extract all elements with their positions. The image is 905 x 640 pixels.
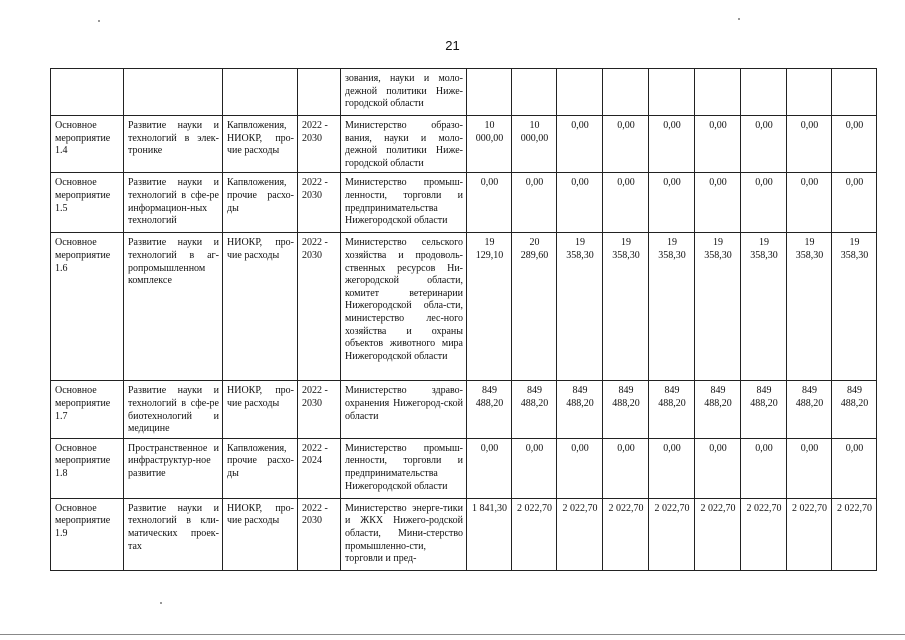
table-row (51, 116, 877, 173)
cell-value: 2 022,70 (603, 498, 649, 570)
cell-value: 849 488,20 (695, 381, 741, 438)
cell-value: 0,00 (512, 438, 557, 498)
cell-name: Развитие науки и технологий в аг-ропромышленном комплексе (124, 233, 223, 381)
cell-event (51, 69, 124, 116)
cell-value: 0,00 (741, 116, 787, 173)
cell-type: НИОКР, про-чие расходы (223, 233, 298, 381)
cell-type: Капвложения, прочие расхо-ды (223, 438, 298, 498)
cell-type: Капвложения, прочие расхо-ды (223, 173, 298, 233)
cell-value: 0,00 (603, 438, 649, 498)
cell-event: Основное мероприятие 1.7 (51, 381, 124, 438)
cell-value: 0,00 (649, 116, 695, 173)
cell-value: 0,00 (557, 173, 603, 233)
cell-value: 0,00 (649, 438, 695, 498)
table-row (51, 173, 877, 233)
budget-table (50, 68, 877, 571)
cell-value: 2 022,70 (695, 498, 741, 570)
cell-value: 849 488,20 (512, 381, 557, 438)
cell-value: 0,00 (695, 116, 741, 173)
cell-value: 20 289,60 (512, 233, 557, 381)
table-row (51, 498, 877, 570)
cell-organization: Министерство энерге-тики и ЖКХ Нижего-родской области, Мини-стерство промышленно-сти, торговли и пред- (341, 498, 467, 570)
scan-speck (738, 18, 740, 20)
cell-value: 0,00 (603, 173, 649, 233)
cell-value: 0,00 (787, 173, 832, 233)
cell-value (512, 69, 557, 116)
cell-value: 19 358,30 (787, 233, 832, 381)
cell-event: Основное мероприятие 1.4 (51, 116, 124, 173)
cell-value: 0,00 (695, 173, 741, 233)
cell-value: 0,00 (741, 173, 787, 233)
cell-name: Развитие науки и технологий в кли-матических проек-тах (124, 498, 223, 570)
cell-period (298, 69, 341, 116)
cell-period: 2022 - 2030 (298, 498, 341, 570)
cell-value: 19 358,30 (649, 233, 695, 381)
cell-value: 2 022,70 (741, 498, 787, 570)
table-row-continued (51, 69, 877, 116)
cell-name: Развитие науки и технологий в элек-тронике (124, 116, 223, 173)
cell-value: 849 488,20 (603, 381, 649, 438)
page-number: 21 (445, 38, 460, 53)
cell-period: 2022 - 2024 (298, 438, 341, 498)
cell-value: 2 022,70 (649, 498, 695, 570)
cell-value: 1 841,30 (467, 498, 512, 570)
table-row (51, 438, 877, 498)
cell-value: 0,00 (832, 173, 877, 233)
cell-type: Капвложения, НИОКР, про-чие расходы (223, 116, 298, 173)
cell-type (223, 69, 298, 116)
cell-value: 0,00 (557, 438, 603, 498)
cell-value: 849 488,20 (467, 381, 512, 438)
cell-value: 849 488,20 (557, 381, 603, 438)
cell-value (649, 69, 695, 116)
cell-period: 2022 - 2030 (298, 381, 341, 438)
cell-organization: Министерство промыш-ленности, торговли и предпринимательства Нижегородской области (341, 173, 467, 233)
cell-type: НИОКР, про-чие расходы (223, 498, 298, 570)
cell-name: Развитие науки и технологий в сфе-ре биотехнологий и медицине (124, 381, 223, 438)
cell-value: 0,00 (787, 116, 832, 173)
cell-value (557, 69, 603, 116)
cell-value: 0,00 (467, 438, 512, 498)
scan-edge-line (0, 634, 905, 635)
cell-value: 0,00 (649, 173, 695, 233)
cell-value (787, 69, 832, 116)
cell-value (741, 69, 787, 116)
cell-value: 0,00 (832, 116, 877, 173)
cell-event: Основное мероприятие 1.9 (51, 498, 124, 570)
cell-value: 849 488,20 (649, 381, 695, 438)
cell-value: 19 358,30 (695, 233, 741, 381)
cell-value: 849 488,20 (787, 381, 832, 438)
cell-value: 19 358,30 (603, 233, 649, 381)
cell-value: 19 358,30 (557, 233, 603, 381)
cell-value: 19 358,30 (832, 233, 877, 381)
cell-organization: Министерство сельского хозяйства и продоволь-ственных ресурсов Ни-жегородской области, комитет ветеринарии Нижегородской обла-сти, министерство лес-ного хозяйства и охраны объектов животного мира Нижегородской области (341, 233, 467, 381)
cell-value: 0,00 (787, 438, 832, 498)
scan-speck (98, 20, 100, 22)
cell-organization: Министерство промыш-ленности, торговли и предпринимательства Нижегородской области (341, 438, 467, 498)
cell-name: Развитие науки и технологий в сфе-ре информацион-ных технологий (124, 173, 223, 233)
cell-value: 2 022,70 (787, 498, 832, 570)
scan-speck (160, 602, 162, 604)
cell-value: 2 022,70 (512, 498, 557, 570)
table-row (51, 233, 877, 381)
cell-value: 2 022,70 (557, 498, 603, 570)
cell-value (695, 69, 741, 116)
cell-value: 0,00 (741, 438, 787, 498)
cell-value: 0,00 (467, 173, 512, 233)
cell-event: Основное мероприятие 1.8 (51, 438, 124, 498)
cell-value: 0,00 (512, 173, 557, 233)
cell-value: 0,00 (832, 438, 877, 498)
cell-value: 10 000,00 (512, 116, 557, 173)
cell-value: 849 488,20 (741, 381, 787, 438)
cell-organization: зования, науки и моло-дежной политики Ниже-городской области (341, 69, 467, 116)
cell-value (832, 69, 877, 116)
cell-value: 10 000,00 (467, 116, 512, 173)
cell-period: 2022 - 2030 (298, 173, 341, 233)
cell-period: 2022 - 2030 (298, 233, 341, 381)
cell-value: 19 358,30 (741, 233, 787, 381)
cell-name: Пространственное и инфраструктур-ное развитие (124, 438, 223, 498)
cell-value: 0,00 (557, 116, 603, 173)
cell-event: Основное мероприятие 1.6 (51, 233, 124, 381)
cell-organization: Министерство образо-вания, науки и моло-дежной политики Ниже-городской области (341, 116, 467, 173)
cell-value: 2 022,70 (832, 498, 877, 570)
cell-organization: Министерство здраво-охранения Нижегород-ской области (341, 381, 467, 438)
cell-value (603, 69, 649, 116)
cell-event: Основное мероприятие 1.5 (51, 173, 124, 233)
cell-value: 0,00 (603, 116, 649, 173)
cell-value: 849 488,20 (832, 381, 877, 438)
cell-value (467, 69, 512, 116)
cell-value: 19 129,10 (467, 233, 512, 381)
table-row (51, 381, 877, 438)
cell-period: 2022 - 2030 (298, 116, 341, 173)
cell-name (124, 69, 223, 116)
cell-value: 0,00 (695, 438, 741, 498)
cell-type: НИОКР, про-чие расходы (223, 381, 298, 438)
